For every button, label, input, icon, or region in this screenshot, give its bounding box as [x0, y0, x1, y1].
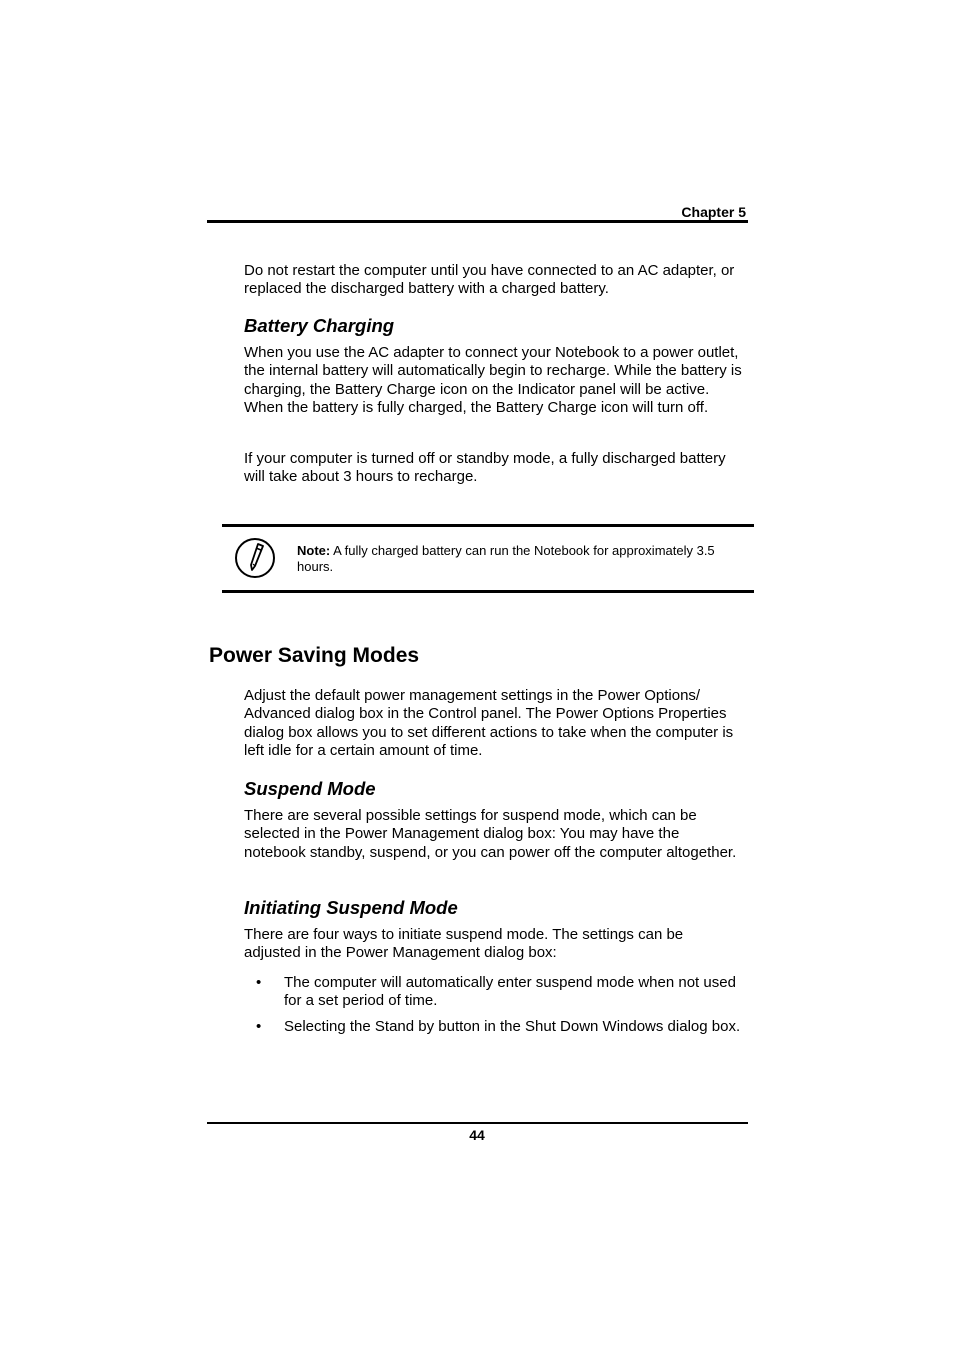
- page-number: 44: [469, 1127, 485, 1143]
- intro-paragraph: Do not restart the computer until you have connected to an AC adapter, or replaced the discharged battery with a charged battery.: [244, 262, 735, 298]
- power-saving-paragraph: Adjust the default power management settings in the Power Options/ Advanced dialog box in the Control panel. The Power Options Properties dialog box allows you to set different actions to take when the computer is left idle for a certain amount of time.: [244, 687, 734, 760]
- header-rule: [207, 220, 748, 223]
- list-item: The computer will automatically enter suspend mode when not used for a set period of time.: [284, 974, 736, 1010]
- initiating-paragraph: There are four ways to initiate suspend mode. The settings can be adjusted in the Power Management dialog box:: [244, 926, 684, 962]
- battery-charging-heading: Battery Charging: [244, 315, 395, 336]
- battery-charging-paragraph-1: When you use the AC adapter to connect your Notebook to a power outlet, the internal battery will automatically begin to recharge. While the battery is charging, the Battery Charge icon on the Indicator panel will be active. When the battery is fully charged, the Battery Charge icon will turn off.: [244, 344, 742, 417]
- note-label: Note:: [297, 543, 331, 558]
- battery-charging-paragraph-2: If your computer is turned off or standby mode, a fully discharged battery will take about 3 hours to recharge.: [244, 450, 726, 486]
- bullet-icon: •: [256, 1018, 262, 1035]
- bullet-icon: •: [256, 974, 262, 991]
- footer-rule: [207, 1122, 748, 1124]
- note-top-rule: [222, 524, 754, 527]
- suspend-mode-paragraph: There are several possible settings for suspend mode, which can be selected in the Power Management dialog box: You may have the notebook standby, suspend, or you can power off the computer altogether.: [244, 807, 737, 861]
- list-item: Selecting the Stand by button in the Shut Down Windows dialog box.: [284, 1018, 741, 1035]
- pen-note-icon: [234, 537, 276, 579]
- note-bottom-rule: [222, 590, 754, 593]
- suspend-mode-heading: Suspend Mode: [244, 778, 376, 799]
- note-text: [297, 543, 747, 575]
- power-saving-heading: Power Saving Modes: [209, 644, 420, 667]
- chapter-label: Chapter 5: [681, 204, 746, 220]
- initiating-heading: Initiating Suspend Mode: [244, 897, 458, 918]
- note-body: A fully charged battery can run the Notebook for approximately 3.5 hours.: [297, 543, 715, 574]
